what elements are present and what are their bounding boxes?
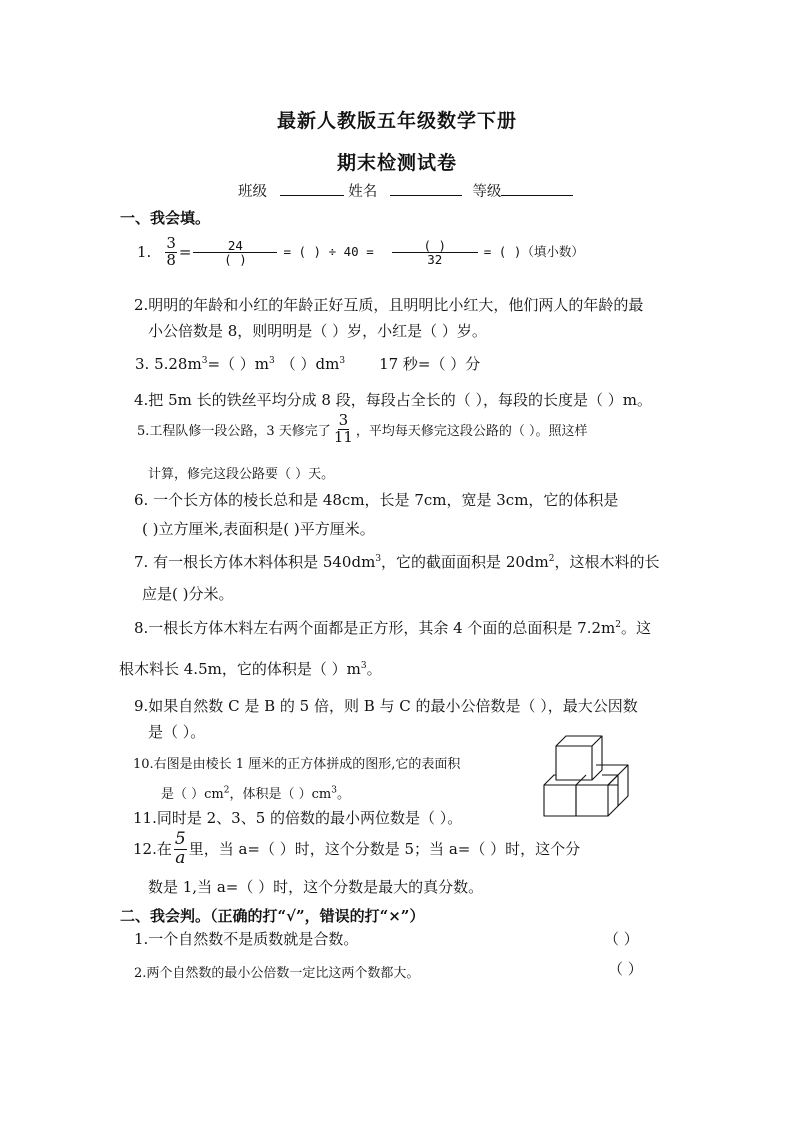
q3-part-b: =（ ）m: [207, 355, 269, 373]
question-1-8-line2: [119, 660, 382, 680]
fraction-denominator: 11: [333, 427, 353, 446]
question-1-6-line2: ( )立方厘米,表面积是( )平方厘米。: [142, 520, 375, 538]
q10-line2-a: 是（ ）cm: [161, 787, 224, 802]
question-1-1: [137, 236, 584, 269]
q7-sup: 2: [548, 554, 555, 564]
question-1-10-line1: 10.右图是由棱长 1 厘米的正方体拼成的图形,它的表面积: [133, 757, 461, 772]
cube-stack-figure: [540, 730, 632, 820]
question-1-10-line2: [161, 783, 350, 802]
section-1-heading: 一、我会填。: [120, 209, 211, 227]
q10-line2-c: 。: [336, 787, 350, 802]
question-1-12-line1: [133, 831, 580, 868]
fraction-3-11: [333, 413, 354, 446]
answer-paren-2-1[interactable]: （ ）: [604, 930, 639, 948]
fraction-denominator: 8: [166, 250, 176, 269]
page-title: 最新人教版五年级数学下册: [276, 110, 517, 132]
grade-field[interactable]: [501, 181, 573, 196]
q7-part-a: 7. 有一根长方体木料体积是 540dm: [134, 553, 376, 571]
fraction-numerator: 24: [193, 239, 277, 253]
question-1-5: [137, 413, 588, 446]
fraction-24-blank: [193, 239, 277, 266]
fraction-denominator-blank[interactable]: ( ): [224, 251, 247, 267]
q7-sup: 3: [375, 554, 382, 564]
question-1-4: 4.把 5m 长的铁丝平均分成 8 段，每段占全长的（ ），每段的长度是（ ）m。: [134, 391, 652, 409]
page-subtitle: 期末检测试卷: [336, 152, 457, 174]
q1-end: = ( )（填小数）: [483, 244, 584, 260]
q8-sup: 3: [360, 661, 367, 671]
fraction-numerator: 3: [166, 234, 176, 252]
fraction-denominator: 32: [427, 251, 443, 267]
question-1-5-line2: 计算，修完这段公路要（ ）天。: [148, 467, 335, 482]
question-1-2-line2: 小公倍数是 8，则明明是（ ）岁，小红是（ ）岁。: [148, 322, 487, 340]
q10-line2-b: ，体积是（ ）cm: [229, 787, 332, 802]
question-1-7-line2: 应是( )分米。: [142, 585, 234, 603]
question-1-9-line2: 是（ ）。: [148, 723, 206, 741]
question-1-9-line1: 9.如果自然数 C 是 B 的 5 倍，则 B 与 C 的最小公倍数是（ ），最大公因数: [134, 697, 638, 715]
q1-middle: = ( ) ÷ 40 =: [283, 244, 374, 260]
q8-line2-a: 根木料长 4.5m，它的体积是（ ）m: [119, 660, 361, 678]
q3-part-a: 3. 5.28m: [135, 355, 202, 373]
cube-top: [556, 736, 602, 780]
name-label: 姓名: [348, 184, 378, 200]
student-info-row: [238, 180, 573, 201]
fraction-5-a: [174, 831, 187, 868]
answer-paren-2-2[interactable]: （ ）: [608, 960, 643, 978]
class-label: 班级: [238, 184, 267, 200]
q10-sup: 2: [223, 785, 230, 796]
q8-sup: 2: [615, 620, 621, 630]
name-field[interactable]: [390, 181, 462, 196]
fraction-numerator-blank[interactable]: ( ): [392, 239, 478, 253]
fraction-numerator: 3: [338, 411, 349, 429]
question-2-1: 1.一个自然数不是质数就是合数。: [134, 930, 359, 948]
question-1-6-line1: 6. 一个长方体的棱长总和是 48cm，长是 7cm，宽是 3cm，它的体积是: [134, 491, 619, 509]
q8-line2-b: 。: [366, 660, 382, 678]
question-1-7-line1: [134, 553, 659, 573]
q5-part-b: ，平均每天修完这段公路的（ ）。照这样: [355, 423, 588, 439]
fraction-numerator: 5: [174, 829, 186, 849]
question-1-12-line2: 数是 1,当 a=（ ）时，这个分数是最大的真分数。: [148, 878, 484, 896]
question-2-2: 2.两个自然数的最小公倍数一定比这两个数都大。: [134, 966, 420, 981]
equals-sign: =: [178, 242, 192, 261]
cube-bottom-right: [596, 765, 628, 816]
q10-sup: 3: [331, 785, 337, 796]
question-1-3: [135, 355, 480, 375]
grade-label: 等级: [472, 184, 502, 200]
q1-number: 1.: [137, 242, 152, 261]
q3-sup: 3: [201, 356, 208, 366]
q3-part-d: 17 秒=（ ）分: [379, 355, 481, 373]
q8-part-b: 。这: [620, 619, 651, 637]
fraction-3-8: [165, 236, 177, 269]
question-1-11: 11.同时是 2、3、5 的倍数的最小两位数是（ ）。: [133, 809, 463, 827]
question-1-8-line1: [134, 619, 651, 639]
q3-part-c: （ ）dm: [280, 355, 340, 373]
class-field[interactable]: [280, 181, 344, 196]
q5-part-a: 5.工程队修一段公路，3 天修完了: [137, 423, 331, 439]
q3-sup: 3: [269, 356, 275, 366]
section-2-heading: 二、我会判。（正确的打“√”，错误的打“×”）: [120, 907, 425, 925]
q7-part-b: ，它的截面面积是 20dm: [381, 553, 549, 571]
q8-part-a: 8.一根长方体木料左右两个面都是正方形，其余 4 个面的总面积是 7.2m: [134, 619, 616, 637]
q12-part-b: 里，当 a=（ ）时，这个分数是 5；当 a=（ ）时，这个分: [188, 839, 581, 858]
fraction-denominator: a: [175, 847, 186, 868]
q7-part-c: ，这根木料的长: [554, 553, 660, 571]
q12-part-a: 12.在: [133, 839, 172, 858]
question-1-2-line1: 2.明明的年龄和小红的年龄正好互质，且明明比小红大，他们两人的年龄的最: [134, 296, 644, 314]
cube-bottom-left: [544, 775, 586, 816]
fraction-blank-32: [392, 239, 478, 266]
q3-sup: 3: [339, 356, 346, 366]
